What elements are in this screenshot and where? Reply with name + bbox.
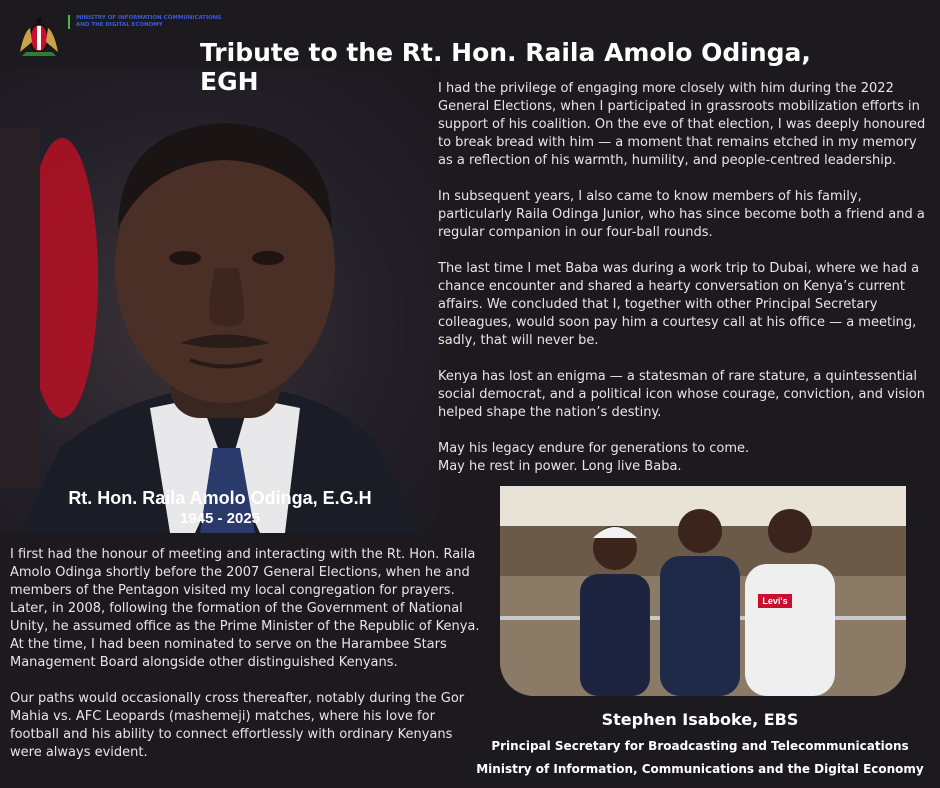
tribute-paragraph: The last time I met Baba was during a work trip to Dubai, where we had a chance encounter and shared a hearty conversation on Kenya’s current affairs. We concluded that I, together with other Principal Secretary colleagues, would soon pay him a courtesy call at his office — a meeting, sadly, that will never be. (438, 261, 920, 348)
group-photo (500, 486, 906, 696)
right-column-text (438, 80, 930, 476)
portrait-caption-name: Rt. Hon. Raila Amolo Odinga, E.G.H (68, 488, 372, 508)
tribute-paragraph: I first had the honour of meeting and interacting with the Rt. Hon. Raila Amolo Odinga shortly before the 2007 General Elections, when he and members of the Pentagon visited my local congregation for prayers. Later, in 2008, following the formation of the Government of National Unity, he assumed office as the Prime Minister of the Republic of Kenya. At the time, I had been nominated to serve on the Harambee Stars Management Board alongside other distinguished Kenyans. (10, 547, 480, 670)
signatory-role: Principal Secretary for Broadcasting and Telecommunications (491, 739, 909, 753)
signatory-ministry: Ministry of Information, Communications and the Digital Economy (476, 762, 924, 776)
tribute-closing-line: May his legacy endure for generations to come. (438, 441, 750, 456)
portrait-image (0, 68, 440, 533)
tribute-closing-line: May he rest in power. Long live Baba. (438, 459, 682, 474)
coat-of-arms-logo (14, 12, 64, 62)
page-title: Tribute to the Rt. Hon. Raila Amolo Odinga, EGH (200, 38, 811, 96)
tribute-paragraph: Our paths would occasionally cross thereafter, notably during the Gor Mahia vs. AFC Leopards (mashemeji) matches, where his love for football and his ability to connect effortlessly with ordinary Kenyans were always evident. (10, 691, 465, 760)
tribute-paragraph: I had the privilege of engaging more closely with him during the 2022 General Elections, when I participated in grassroots mobilization efforts in support of his coalition. On the eve of that election, I was deeply honoured to break bread with him — a moment that remains etched in my memory as a reflection of his warmth, humility, and people-centred leadership. (438, 81, 926, 168)
tribute-paragraph: Kenya has lost an enigma — a statesman of rare stature, a quintessential social democrat, and a political icon whose courage, conviction, and vision helped shape the nation’s destiny. (438, 369, 925, 420)
shirt-logo-text: Levi's (762, 596, 788, 606)
portrait-figure (0, 68, 440, 533)
left-column-text (10, 546, 480, 780)
tribute-paragraph: In subsequent years, I also came to know members of his family, particularly Raila Odinga Junior, who has since become both a friend and a regular companion in our four-ball rounds. (438, 189, 925, 240)
signatory-name: Stephen Isaboke, EBS (601, 710, 799, 729)
ministry-logo-text: MINISTRY OF INFORMATION COMMUNICATIONS AND THE DIGITAL ECONOMY (68, 15, 226, 29)
group-photo-scene (500, 486, 906, 696)
coat-of-arms-icon (14, 12, 64, 62)
portrait-caption-years: 1945 - 2025 (179, 510, 261, 527)
